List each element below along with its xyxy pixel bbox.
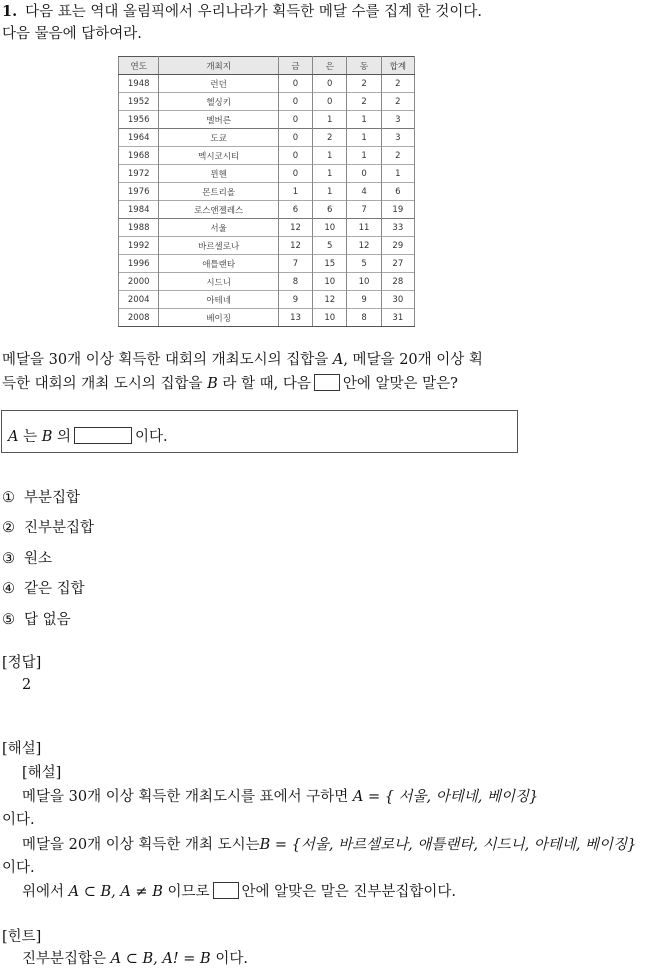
cell-host: 시드니 [159,273,278,291]
table-row [119,255,415,273]
cell-gold: 0 [278,129,312,147]
cell-silver: 0 [313,75,347,93]
cell-gold: 9 [278,291,312,309]
cell-silver: 1 [313,147,347,165]
cell-silver: 5 [313,237,347,255]
table-row [119,93,415,111]
header-gold: 금 [278,57,312,75]
explanation-line-2-end: 이다. [2,860,35,876]
table-row [119,183,415,201]
cell-gold: 0 [278,165,312,183]
cell-bronze: 2 [347,75,381,93]
cell-host: 뮌헨 [159,165,278,183]
cell-bronze: 10 [347,273,381,291]
cell-total: 27 [381,255,414,273]
cell-year: 1996 [119,255,159,273]
cell-total: 1 [381,165,414,183]
choice-2[interactable] [2,516,94,537]
table-row [119,219,415,237]
statement-set-b: B [41,429,53,445]
cell-total: 29 [381,237,414,255]
choice-3-mark: ③ [2,551,15,567]
cell-gold: 8 [278,273,312,291]
cell-bronze: 0 [347,165,381,183]
explanation-text-3b: 이므로 [167,884,210,900]
table-row [119,165,415,183]
cell-gold: 0 [278,75,312,93]
cell-silver: 12 [313,291,347,309]
question-number: 1. [2,3,18,20]
cell-year: 1984 [119,201,159,219]
choice-5[interactable] [2,608,71,629]
table-row [119,291,415,309]
cell-year: 1976 [119,183,159,201]
cell-silver: 15 [313,255,347,273]
cell-gold: 12 [278,219,312,237]
header-host: 개최지 [159,57,278,75]
set-b-symbol: B [207,376,218,392]
statement-set-a: A [8,429,19,445]
explanation-line-3 [22,880,456,901]
header-total: 합계 [381,57,414,75]
cell-year: 1968 [119,147,159,165]
answer-value: 2 [22,677,32,693]
cell-total: 2 [381,75,414,93]
set-b-definition: B = {서울, 바르셀로나, 애틀랜타, 시드니, 아테네, 베이징} [259,837,637,853]
explanation-text-2: 메달을 20개 이상 획득한 개최 도시는 [22,837,260,853]
table-row [119,111,415,129]
table-header-row [119,57,415,75]
choice-1-text: 부분집합 [24,490,81,506]
choice-3-text: 원소 [24,551,53,567]
statement-text [8,425,168,446]
explanation-sublabel: [해설] [22,765,62,781]
cell-year: 1964 [119,129,159,147]
cell-gold: 7 [278,255,312,273]
choice-2-text: 진부분집합 [24,520,95,536]
cell-year: 1988 [119,219,159,237]
cell-bronze: 11 [347,219,381,237]
header-silver: 은 [313,57,347,75]
header-bronze: 동 [347,57,381,75]
choice-4[interactable] [2,577,85,598]
cell-year: 1952 [119,93,159,111]
prompt-line-1 [2,348,483,369]
cell-total: 3 [381,111,414,129]
choice-1[interactable] [2,486,80,507]
cell-year: 2008 [119,309,159,327]
hint-text-a: 진부분집합은 [22,951,107,967]
cell-bronze: 12 [347,237,381,255]
medal-table [118,56,415,327]
statement-blank-box [74,427,132,444]
choice-1-mark: ① [2,490,15,506]
cell-bronze: 8 [347,309,381,327]
cell-host: 멕시코시티 [159,147,278,165]
explanation-line-2 [22,833,636,854]
hint-math: A ⊂ B, A! = B [110,951,211,967]
explanation-text-3c: 안에 알맞은 말은 진부분집합이다. [241,884,457,900]
cell-gold: 6 [278,201,312,219]
cell-silver: 1 [313,183,347,201]
prompt-text-1a: 메달을 30개 이상 획득한 대회의 개최도시의 집합을 [2,352,329,368]
cell-host: 몬트리올 [159,183,278,201]
cell-silver: 10 [313,273,347,291]
statement-box [1,410,518,453]
question-text: 다음 표는 역대 올림픽에서 우리나라가 획득한 메달 수를 집계 한 것이다. [25,4,483,20]
prompt-text-1b: , 메달을 20개 이상 획 [343,352,483,368]
choice-5-text: 답 없음 [24,612,71,628]
table-row [119,273,415,291]
choice-4-mark: ④ [2,581,15,597]
table-row [119,75,415,93]
cell-host: 도쿄 [159,129,278,147]
cell-silver: 6 [313,201,347,219]
set-a-definition: A = { 서울, 아테네, 베이징} [352,789,539,805]
cell-total: 33 [381,219,414,237]
cell-host: 런던 [159,75,278,93]
choice-2-mark: ② [2,520,15,536]
table-row [119,201,415,219]
header-year: 연도 [119,57,159,75]
cell-year: 1956 [119,111,159,129]
blank-box [314,374,340,391]
cell-gold: 12 [278,237,312,255]
cell-bronze: 9 [347,291,381,309]
cell-year: 1972 [119,165,159,183]
cell-silver: 1 [313,165,347,183]
prompt-text-2c: 안에 알맞은 말은? [342,376,458,392]
cell-year: 1948 [119,75,159,93]
cell-gold: 13 [278,309,312,327]
question-line-2: 다음 물음에 답하여라. [2,26,142,42]
prompt-text-2b: 라 할 때, 다음 [222,376,311,392]
cell-bronze: 1 [347,111,381,129]
cell-total: 2 [381,93,414,111]
statement-part-1: 는 [23,429,38,445]
choice-4-text: 같은 집합 [24,581,85,597]
question-line-1 [2,0,482,21]
hint-text-b: 이다. [215,951,248,967]
cell-total: 31 [381,309,414,327]
cell-silver: 10 [313,309,347,327]
cell-total: 19 [381,201,414,219]
hint-line [22,947,248,968]
cell-gold: 0 [278,93,312,111]
cell-host: 서울 [159,219,278,237]
cell-total: 2 [381,147,414,165]
cell-silver: 10 [313,219,347,237]
statement-part-3: 이다. [135,429,168,445]
cell-total: 3 [381,129,414,147]
cell-silver: 2 [313,129,347,147]
cell-host: 헬싱키 [159,93,278,111]
cell-bronze: 1 [347,147,381,165]
cell-bronze: 1 [347,129,381,147]
cell-bronze: 5 [347,255,381,273]
choice-5-mark: ⑤ [2,612,15,628]
cell-year: 2000 [119,273,159,291]
cell-year: 1992 [119,237,159,255]
cell-total: 28 [381,273,414,291]
cell-bronze: 2 [347,93,381,111]
answer-label: [정답] [2,655,42,671]
table-row [119,237,415,255]
cell-host: 로스앤젤레스 [159,201,278,219]
hint-label: [힌트] [2,929,42,945]
prompt-text-2a: 득한 대회의 개최 도시의 집합을 [2,376,203,392]
explanation-blank-box [213,882,239,899]
set-a-symbol: A [332,352,344,368]
cell-silver: 1 [313,111,347,129]
cell-gold: 1 [278,183,312,201]
choice-3[interactable] [2,547,52,568]
prompt-line-2 [2,372,458,393]
cell-gold: 0 [278,147,312,165]
cell-bronze: 4 [347,183,381,201]
subset-relation: A ⊂ B, A ≠ B [68,884,163,900]
cell-silver: 0 [313,93,347,111]
explanation-line-1 [22,785,538,806]
cell-host: 아테네 [159,291,278,309]
cell-bronze: 7 [347,201,381,219]
table-row [119,147,415,165]
cell-total: 30 [381,291,414,309]
cell-host: 베이징 [159,309,278,327]
explanation-line-1-end: 이다. [2,812,35,828]
explanation-text-3a: 위에서 [22,884,65,900]
cell-gold: 0 [278,111,312,129]
cell-year: 2004 [119,291,159,309]
explanation-label: [해설] [2,741,42,757]
table-row [119,129,415,147]
cell-host: 애틀랜타 [159,255,278,273]
cell-total: 6 [381,183,414,201]
statement-part-2: 의 [56,429,71,445]
cell-host: 멜버른 [159,111,278,129]
table-row [119,309,415,327]
explanation-text-1: 메달을 30개 이상 획득한 개최도시를 표에서 구하면 [22,789,349,805]
cell-host: 바르셀로나 [159,237,278,255]
